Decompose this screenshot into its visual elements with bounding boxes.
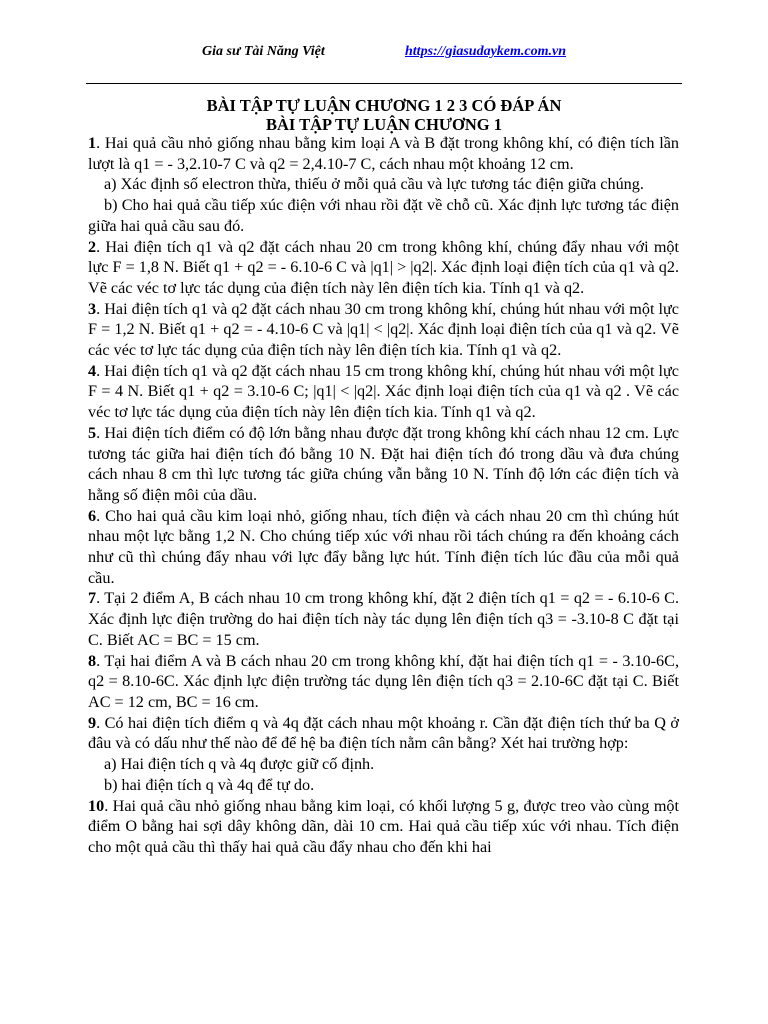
problem-text: . Hai điện tích điểm có độ lớn bằng nhau được đặt trong không khí cách nhau 12 cm. Lực tương tác giữa hai điện tích đó bằng 10 N. Đặt hai điện tích đó trong dầu và đưa chúng cách nhau 8 cm thì lực tương tác giữa chúng vẫn bằng 10 N. Tính độ lớn các điện tích và hằng số điện môi của dầu. [88,423,679,504]
problem-text: . Cho hai quả cầu kim loại nhỏ, giống nhau, tích điện và cách nhau 20 cm thì chúng hút nhau một lực bằng 1,2 N. Cho chúng tiếp xúc với nhau rồi tách chúng ra đến khoảng cách như cũ thì chúng đẩy nhau với lực đẩy bằng lực hút. Tính điện tích lúc đầu của mỗi quả cầu. [88,506,679,587]
problem-8 [88,651,679,713]
problem-number: 9 [88,713,97,732]
problem-list [88,133,679,858]
problem-6 [88,506,679,589]
problem-number: 10 [88,796,105,815]
problem-1a [88,174,679,195]
problem-5 [88,423,679,506]
problem-text: a) Hai điện tích q và 4q được giữ cố định. [104,755,375,774]
page-header [0,44,768,64]
header-site-name: Gia sư Tài Năng Việt [202,44,325,59]
problem-text: . Có hai điện tích điểm q và 4q đặt cách nhau một khoảng r. Cần đặt điện tích thứ ba Q ở đâu và có dấu như thế nào để để hệ ba điện tích nằm cân bằng? Xét hai trường hợp: [88,713,679,753]
problem-number: 4 [88,361,97,380]
problem-text: . Hai điện tích q1 và q2 đặt cách nhau 15 cm trong không khí, chúng hút nhau với một lực F = 4 N. Biết q1 + q2 = 3.10-6 C; |q1| < |q2|. Xác định loại điện tích của q1 và q2 . Vẽ các véc tơ lực tác dụng của điện tích này lên điện tích kia. Tính q1 và q2. [88,361,679,422]
problem-3 [88,299,679,361]
problem-9a [88,754,679,775]
problem-text: . Tại hai điểm A và B cách nhau 20 cm trong không khí, đặt hai điện tích q1 = - 3.10-6C, q2 = 8.10-6C. Xác định lực điện trường tác dụng lên điện tích q3 = 2.10-6C đặt tại C. Biết AC = 12 cm, BC = 16 cm. [88,651,679,711]
problem-text: b) Cho hai quả cầu tiếp xúc điện với nhau rồi đặt về chỗ cũ. Xác định lực tương tác điện giữa hai quả cầu sau đó. [88,196,679,235]
problem-number: 6 [88,506,97,525]
problem-9 [88,713,679,754]
document-title: BÀI TẬP TỰ LUẬN CHƯƠNG 1 2 3 CÓ ĐÁP ÁN [206,96,562,115]
problem-number: 7 [88,589,97,608]
problem-text: b) hai điện tích q và 4q để tự do. [104,775,315,794]
problem-10 [88,796,679,858]
problem-text: a) Xác định số electron thừa, thiếu ở mỗi quả cầu và lực tương tác điện giữa chúng. [104,175,644,194]
problem-4 [88,361,679,423]
problem-text: . Hai điện tích q1 và q2 đặt cách nhau 30 cm trong không khí, chúng hút nhau với một lực F = 1,2 N. Biết q1 + q2 = - 4.10-6 C và |q1| < |q2|. Xác định loại điện tích của q1 và q2. Vẽ các véc tơ lực tác dụng của điện tích này lên điện tích kia. Tính q1 và q2. [88,299,679,360]
problem-number: 8 [88,651,97,670]
problem-number: 1 [88,134,97,152]
problem-1 [88,133,679,174]
header-website-link[interactable]: https://giasudaykem.com.vn [405,44,566,59]
problem-number: 2 [88,237,97,256]
problem-number: 5 [88,423,97,442]
problem-text: . Hai điện tích q1 và q2 đặt cách nhau 20 cm trong không khí, chúng đẩy nhau với một lực F = 1,8 N. Biết q1 + q2 = - 6.10-6 C và |q1| > |q2|. Xác định loại điện tích của q1 và q2. Vẽ các véc tơ lực tác dụng của điện tích này lên điện tích kia. Tính q1 và q2. [88,237,679,297]
chapter-title: BÀI TẬP TỰ LUẬN CHƯƠNG 1 [265,115,503,134]
problem-text: . Hai quả cầu nhỏ giống nhau bằng kim loại, có khối lượng 5 g, được treo vào cùng một điểm O bằng hai sợi dây không dãn, dài 10 cm. Hai quả cầu tiếp xúc với nhau. Tích điện cho một quả cầu thì thấy hai quả cầu đẩy nhau cho đến khi hai [88,796,679,856]
header-divider [86,83,682,84]
problem-2 [88,237,679,299]
problem-text: . Hai quả cầu nhỏ giống nhau bằng kim loại A và B đặt trong không khí, có điện tích lần lượt là q1 = - 3,2.10-7 C và q2 = 2,4.10-7 C, cách nhau một khoảng 12 cm. [88,134,679,173]
problem-7 [88,588,679,650]
problem-9b [88,775,679,796]
problem-1b [88,195,679,236]
problem-number: 3 [88,299,97,318]
problem-text: . Tại 2 điểm A, B cách nhau 10 cm trong không khí, đặt 2 điện tích q1 = q2 = - 6.10-6 C. Xác định lực điện trường do hai điện tích này tác dụng lên điện tích q3 = -3.10-8 C đặt tại C. Biết AC = BC = 15 cm. [88,589,679,649]
